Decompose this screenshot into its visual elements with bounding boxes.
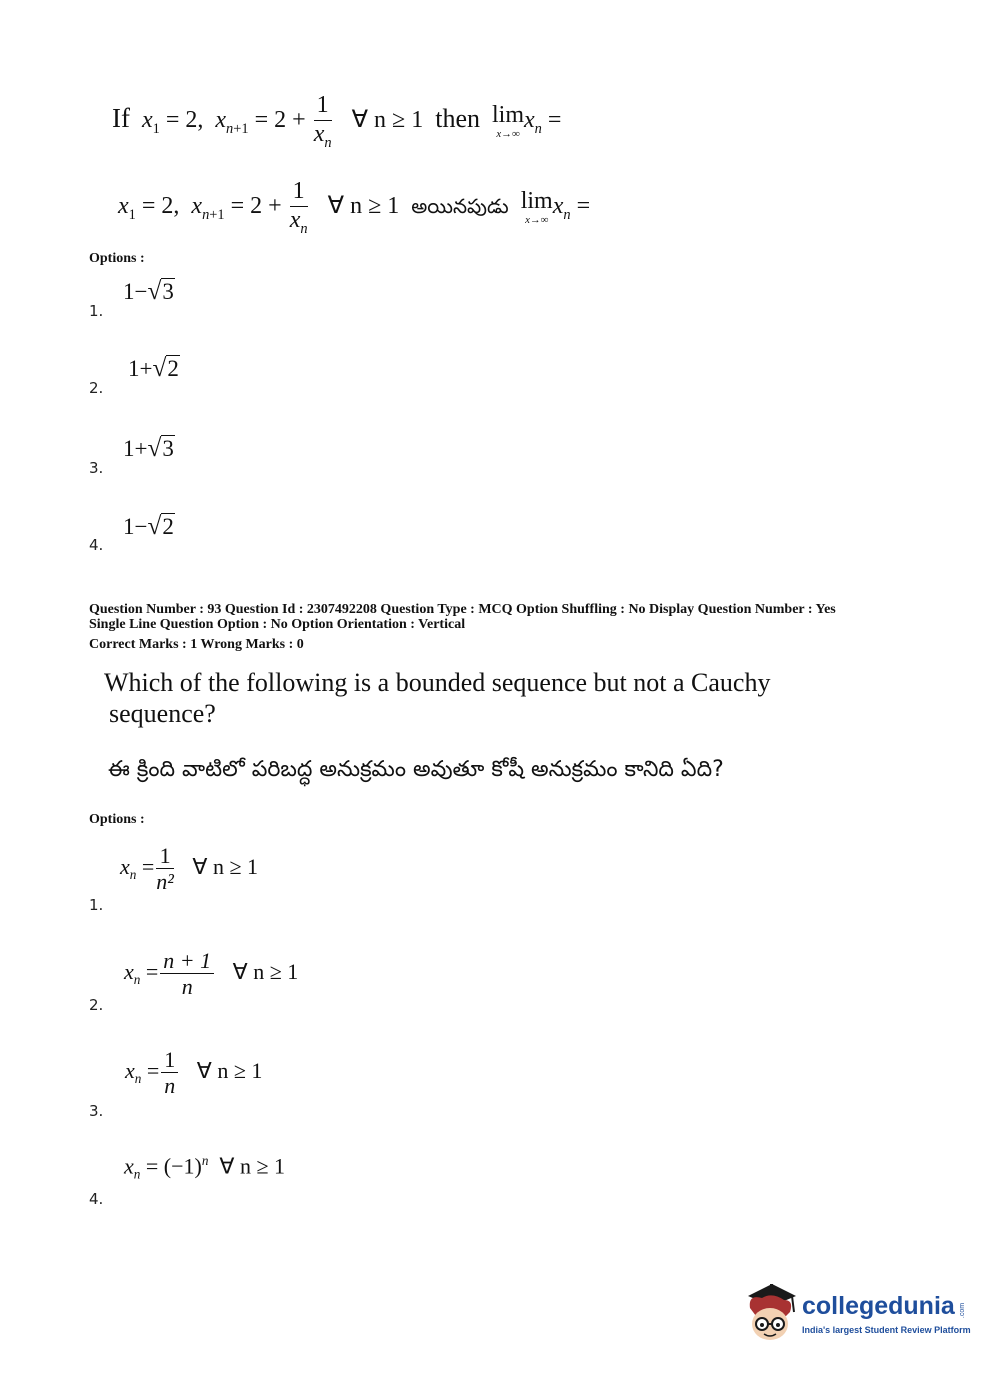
q92-fraction: $\frac{1}{x_n}$ [313,92,332,151]
q93-option-4[interactable]: $x_n = (-1)^n$ ∀ n ≥ 1 [124,1153,286,1182]
q93-option-2-num: 2. [89,996,104,1014]
q92-option-1[interactable]: 1−√3 [123,277,174,305]
sqrt-symbol: √3 [147,434,174,462]
q93-option-1[interactable]: $x_n$ = $\frac{1}{\text{n²}}$ ∀ n ≥ 1 [120,843,259,895]
sqrt-symbol: √2 [147,512,174,540]
logo-name: collegedunia [802,1292,955,1320]
fraction: $\frac{n + 1}{n}$ [160,948,214,1000]
q92-option-1-num: 1. [89,302,104,320]
logo-dotcom: .com [958,1302,966,1318]
q92-option-2[interactable]: 1+√2 [128,354,179,382]
q92-te-when: అయినపుడు [411,194,509,218]
logo-tagline: India's largest Student Review Platform [802,1325,971,1335]
sqrt-symbol: √3 [147,277,174,305]
q92-statement-te: $x_1 = 2$, $x_{n+1} = 2$ + $\frac{1}{x_n}$ ∀ n ≥ 1 అయినపుడు lim x→∞ $x_n$ = [118,178,591,237]
logo-wordmark [802,1292,970,1321]
q93-option-3[interactable]: $x_n$ = $\frac{1}{n}$ ∀ n ≥ 1 [125,1047,263,1099]
q93-options-label: Options : [89,812,145,827]
q92-forall: ∀ n ≥ 1 [351,107,424,133]
fraction: $\frac{1}{\text{n²}}$ [156,843,174,895]
q93-option-3-num: 3. [89,1102,104,1120]
q92-then: then [435,104,480,133]
q92-equals: = [547,107,562,133]
q92-option-2-num: 2. [89,379,104,397]
q93-meta-line1: Question Number : 93 Question Id : 2307492208 Question Type : MCQ Option Shuffling : No Display Question Number : Yes [89,602,836,617]
q93-option-4-num: 4. [89,1190,104,1208]
q92-limit: lim x→∞ [492,102,525,141]
sqrt-symbol: √2 [152,354,179,382]
q93-meta-line2: Single Line Question Option : No Option Orientation : Vertical [89,617,466,632]
q92-statement-en: If $x_1 = 2$, $x_{n+1} = 2$ + $\frac{1}{x_n}$ ∀ n ≥ 1 then lim x→∞ $x_n$ = [112,92,562,151]
q93-question-te: ఈ క్రింది వాటిలో పరిబద్ధ అనుక్రమం అవుతూ కోషీ అనుక్రమం కానిది ఏది? [108,757,724,782]
q92-if: If [112,103,130,133]
q93-question-en-line1: Which of the following is a bounded sequence but not a Cauchy [104,668,771,697]
q92-option-3[interactable]: 1+√3 [123,434,174,462]
q93-option-2[interactable]: $x_n$ = $\frac{n + 1}{n}$ ∀ n ≥ 1 [124,948,299,1000]
q93-meta-line3: Correct Marks : 1 Wrong Marks : 0 [89,637,304,652]
q93-question-en [104,667,770,729]
mascot-icon [742,1282,800,1348]
q92-option-4-num: 4. [89,536,104,554]
q92-option-3-num: 3. [89,459,104,477]
q92-options-label: Options : [89,251,145,266]
q92-rec-eq: = 2 + [254,107,306,133]
fraction: $\frac{1}{n}$ [161,1047,178,1099]
collegedunia-logo[interactable] [742,1282,972,1352]
q92-option-4[interactable]: 1−√2 [123,512,174,540]
q92-x1-eq: = 2, [165,107,204,133]
q93-question-en-line2: sequence? [109,699,216,728]
q93-option-1-num: 1. [89,896,104,914]
